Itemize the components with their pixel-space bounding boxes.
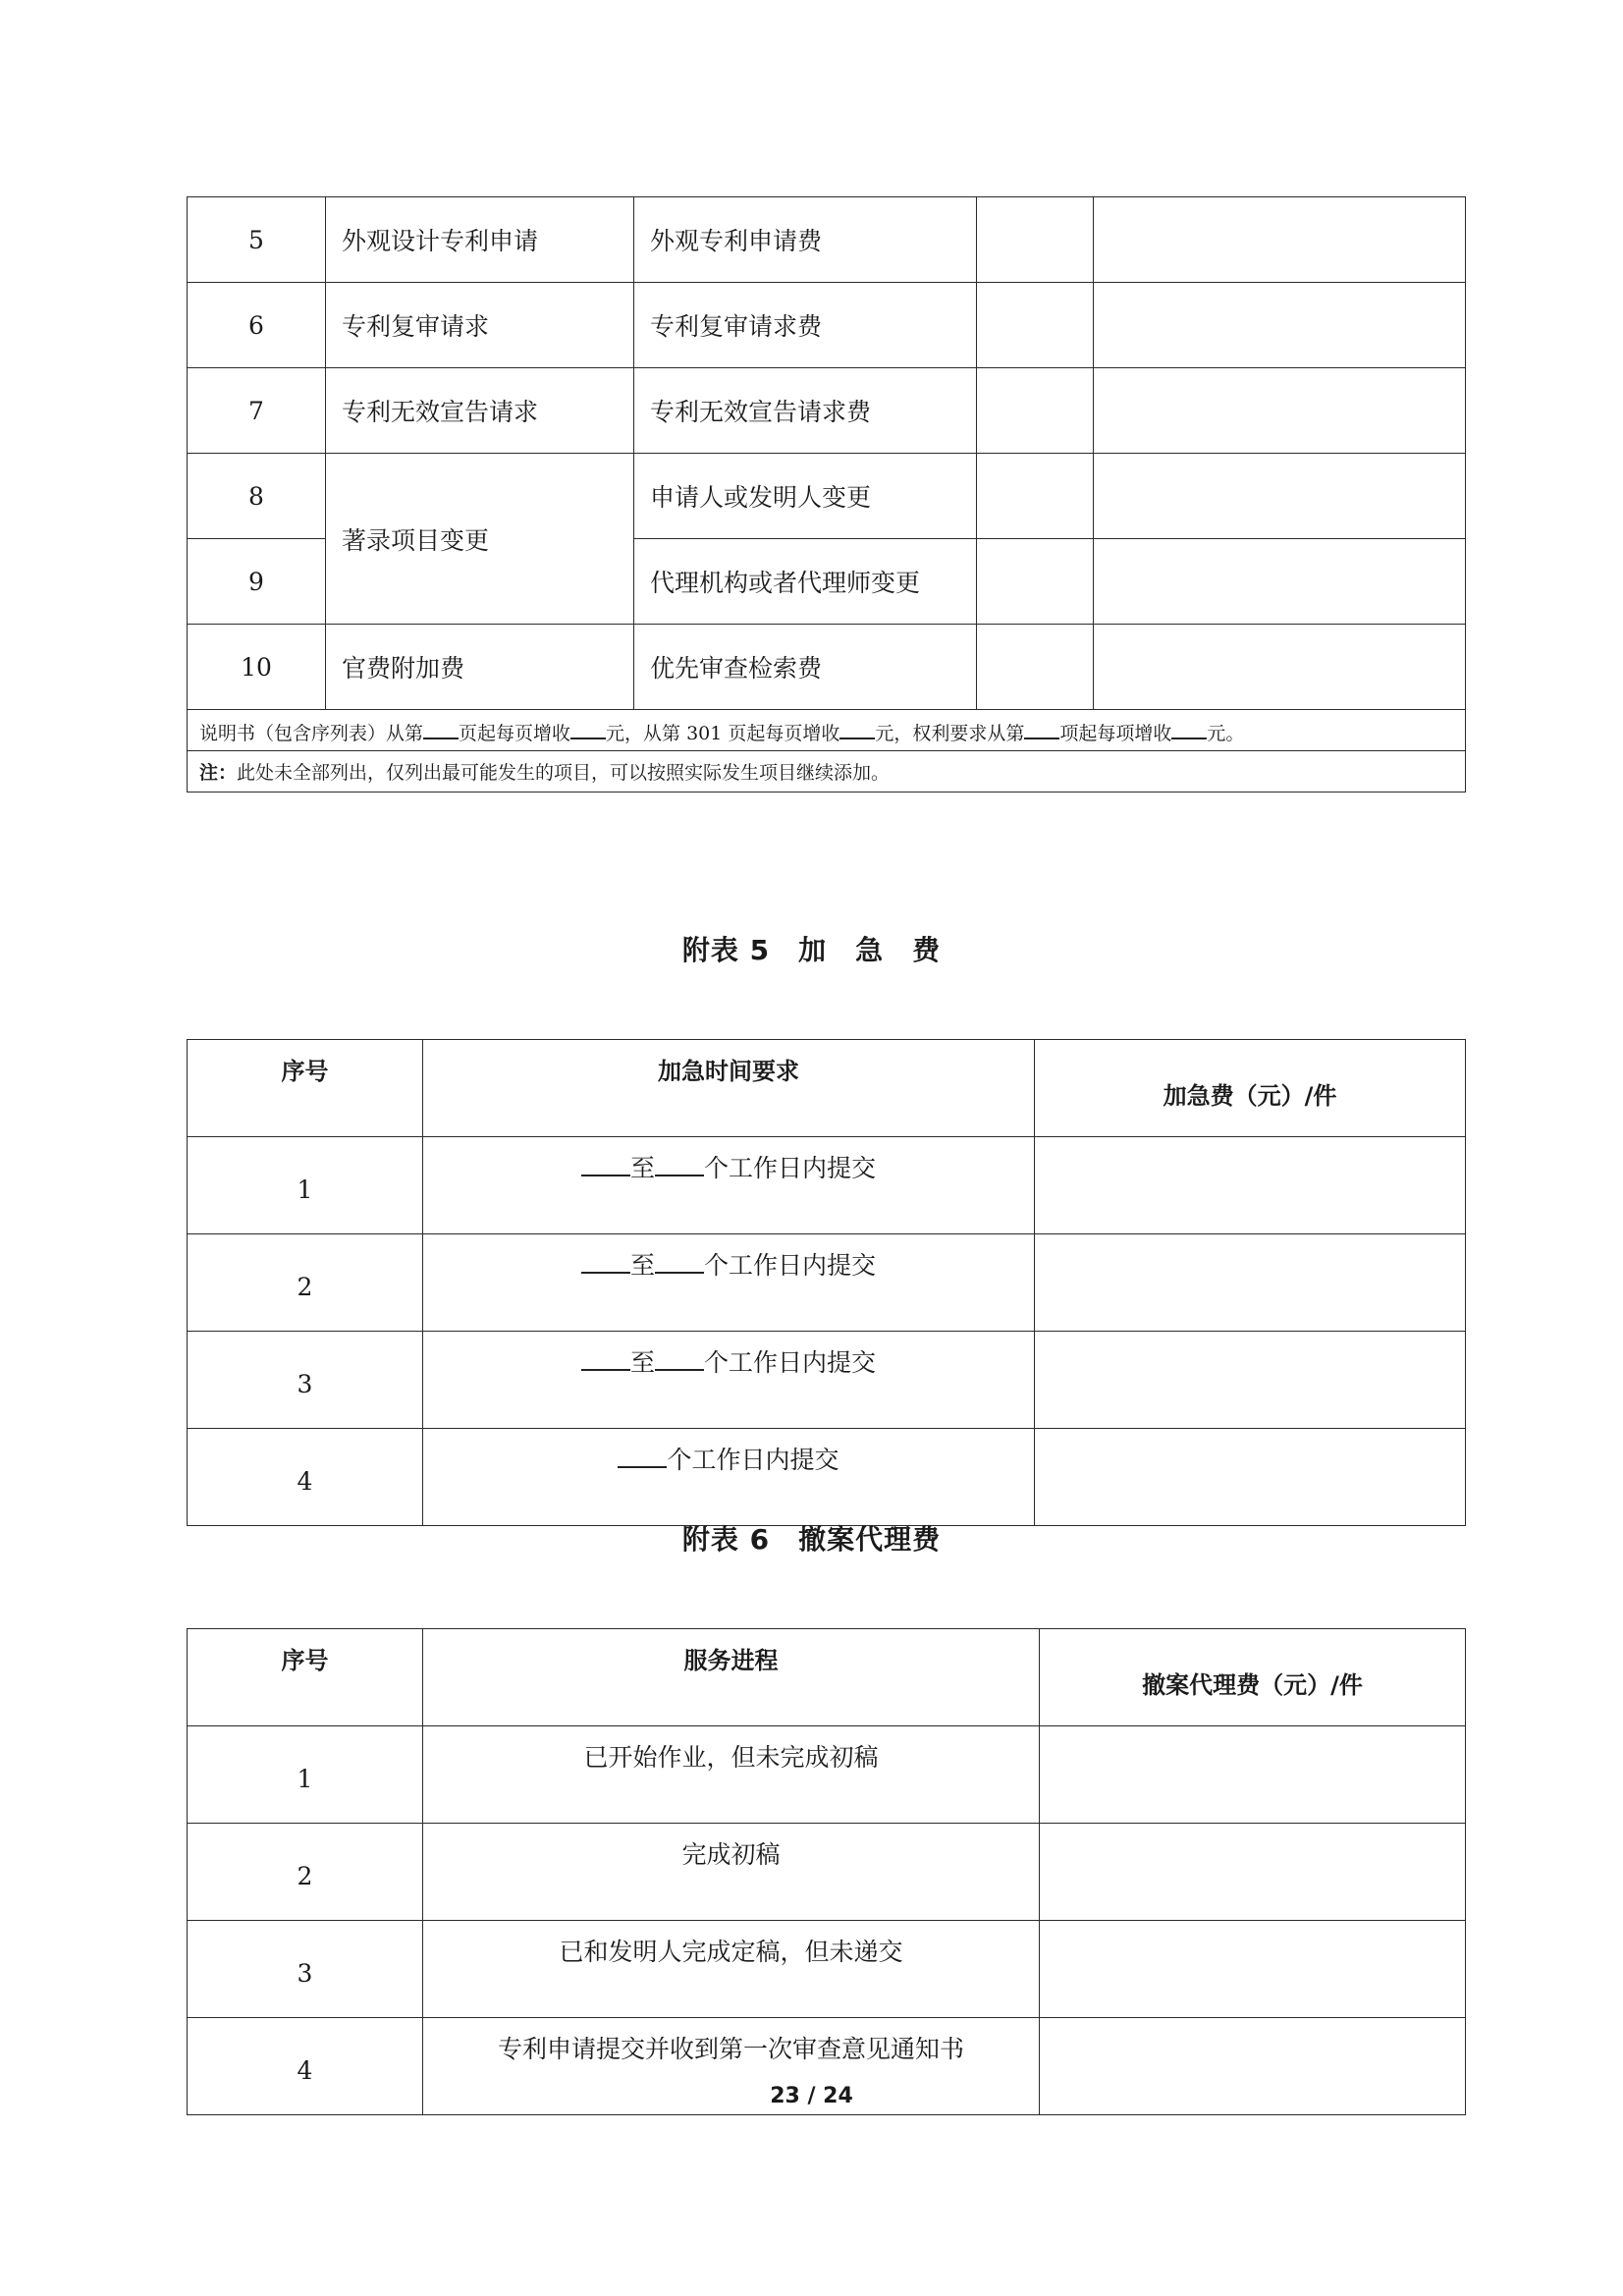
blank-line: [581, 1250, 630, 1274]
empty-cell: [1094, 454, 1466, 539]
row-number: 4: [188, 1429, 423, 1526]
note-text: 元，权利要求从第: [875, 722, 1025, 744]
fee-items-table: [187, 196, 1466, 793]
remark: [188, 751, 1466, 793]
between-word: 至: [629, 1251, 655, 1280]
remark-row: [188, 751, 1466, 793]
fee-name: 代理机构或者代理师变更: [634, 539, 977, 625]
requirement-suffix: 个工作日内提交: [704, 1348, 877, 1377]
row-number: 2: [188, 1234, 423, 1332]
empty-cell: [1094, 283, 1466, 368]
empty-cell: [977, 539, 1094, 625]
row-number: 2: [188, 1824, 423, 1921]
remark-label: 注：: [199, 762, 238, 784]
item-name: 专利无效宣告请求: [326, 368, 634, 454]
fee-name: 优先审查检索费: [634, 625, 977, 710]
empty-cell: [977, 283, 1094, 368]
remark-text: 此处未全部列出，仅列出最可能发生的项目，可以按照实际发生项目继续添加。: [237, 762, 891, 784]
fee-name: 申请人或发明人变更: [634, 454, 977, 539]
empty-cell: [1040, 1824, 1466, 1921]
header-requirement: 加急时间要求: [423, 1040, 1035, 1137]
fee-name: 外观专利申请费: [634, 197, 977, 283]
blank-line: [1171, 716, 1207, 739]
row-number: 4: [188, 2018, 423, 2115]
empty-cell: [1035, 1137, 1466, 1234]
withdrawal-fee-table: [187, 1628, 1466, 2115]
row-number: 1: [188, 1726, 423, 1824]
row-number: 1: [188, 1137, 423, 1234]
table-row: [188, 368, 1466, 454]
description-note-row: [188, 710, 1466, 751]
header-withdrawal-fee: 撤案代理费（元）/件: [1040, 1629, 1466, 1726]
note-text: 页起每页增收: [459, 722, 571, 744]
between-word: 至: [629, 1154, 655, 1182]
service-progress: 已开始作业，但未完成初稿: [423, 1726, 1040, 1824]
empty-cell: [1094, 197, 1466, 283]
empty-cell: [1035, 1332, 1466, 1429]
table-row: [188, 283, 1466, 368]
table-row: [188, 1921, 1466, 2018]
time-requirement: [423, 1234, 1035, 1332]
table-row: [188, 1429, 1466, 1526]
blank-line: [581, 1347, 630, 1371]
item-name: 官费附加费: [326, 625, 634, 710]
table-row: [188, 1137, 1466, 1234]
empty-cell: [1035, 1234, 1466, 1332]
header-seq: 序号: [188, 1629, 423, 1726]
item-name: 专利复审请求: [326, 283, 634, 368]
row-number: 5: [188, 197, 326, 283]
blank-line: [618, 1445, 667, 1468]
header-rush-fee: 加急费（元）/件: [1035, 1040, 1466, 1137]
item-name: 外观设计专利申请: [326, 197, 634, 283]
time-requirement: [423, 1429, 1035, 1526]
row-number: 6: [188, 283, 326, 368]
row-number: 3: [188, 1921, 423, 2018]
service-progress: 已和发明人完成定稿，但未递交: [423, 1921, 1040, 2018]
empty-cell: [977, 197, 1094, 283]
service-progress: 完成初稿: [423, 1824, 1040, 1921]
table-row: [188, 454, 1466, 539]
table6-title: 附表 6 撤案代理费: [681, 1523, 942, 1556]
table-row: [188, 625, 1466, 710]
blank-line: [655, 1347, 704, 1371]
blank-line: [423, 716, 459, 739]
note-text: 元，从第 301 页起每页增收: [606, 722, 840, 744]
table-row: [188, 1332, 1466, 1429]
blank-line: [1024, 716, 1059, 739]
empty-cell: [977, 454, 1094, 539]
row-number: 7: [188, 368, 326, 454]
row-number: 10: [188, 625, 326, 710]
table-header-row: [188, 1629, 1466, 1726]
page-number: 23 / 24: [770, 2084, 853, 2108]
description-note: [188, 710, 1466, 751]
empty-cell: [1040, 1921, 1466, 2018]
fee-name: 专利无效宣告请求费: [634, 368, 977, 454]
empty-cell: [977, 625, 1094, 710]
table-row: [188, 1234, 1466, 1332]
table-row: [188, 1824, 1466, 1921]
empty-cell: [1040, 1726, 1466, 1824]
rush-fee-table: [187, 1039, 1466, 1526]
time-requirement: [423, 1137, 1035, 1234]
between-word: 至: [629, 1348, 655, 1377]
requirement-suffix: 个工作日内提交: [704, 1251, 877, 1280]
empty-cell: [1094, 625, 1466, 710]
table-row: [188, 1726, 1466, 1824]
blank-line: [570, 716, 606, 739]
table-row: [188, 197, 1466, 283]
service-progress: 专利申请提交并收到第一次审查意见通知书: [423, 2018, 1040, 2115]
time-requirement: [423, 1332, 1035, 1429]
row-number: 9: [188, 539, 326, 625]
fee-name: 专利复审请求费: [634, 283, 977, 368]
blank-line: [581, 1153, 630, 1176]
requirement-suffix: 个工作日内提交: [704, 1154, 877, 1182]
header-seq: 序号: [188, 1040, 423, 1137]
requirement-suffix: 个工作日内提交: [667, 1446, 839, 1474]
note-text: 项起每项增收: [1059, 722, 1172, 744]
blank-line: [655, 1250, 704, 1274]
note-text: 元。: [1207, 722, 1245, 744]
note-text: 说明书（包含序列表）从第: [199, 722, 424, 744]
table5-title: 附表 5 加 急 费: [681, 934, 942, 966]
blank-line: [655, 1153, 704, 1176]
empty-cell: [1035, 1429, 1466, 1526]
item-name: 著录项目变更: [326, 454, 634, 625]
table-header-row: [188, 1040, 1466, 1137]
row-number: 8: [188, 454, 326, 539]
header-progress: 服务进程: [423, 1629, 1040, 1726]
empty-cell: [1094, 539, 1466, 625]
blank-line: [839, 716, 875, 739]
empty-cell: [977, 368, 1094, 454]
empty-cell: [1094, 368, 1466, 454]
row-number: 3: [188, 1332, 423, 1429]
